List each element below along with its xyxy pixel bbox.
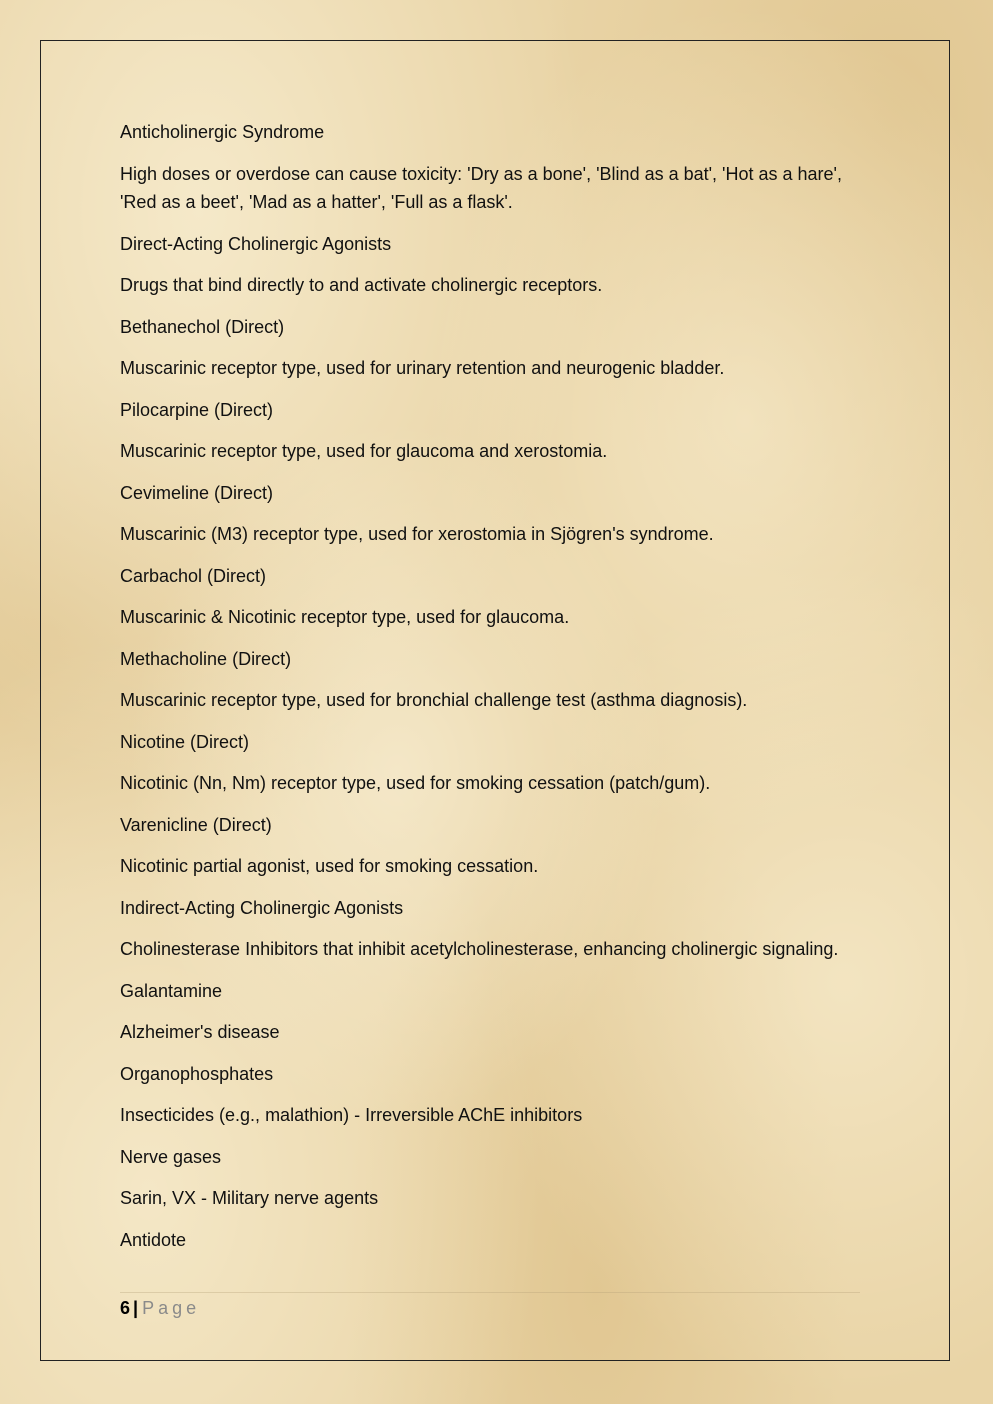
paragraph-cholinesterase-inhibitors: Cholinesterase Inhibitors that inhibit acetylcholinesterase, enhancing cholinergic signaling. (120, 939, 839, 959)
drug-galantamine-use: Alzheimer's disease (120, 1022, 280, 1042)
drug-pilocarpine: Pilocarpine (Direct) (120, 399, 274, 420)
heading-anticholinergic-syndrome: Anticholinergic Syndrome (120, 122, 325, 142)
drug-cevimeline-description: Muscarinic (M3) receptor type, used for xerostomia in Sjögren's syndrome. (120, 524, 714, 544)
drug-pilocarpine-description: Muscarinic receptor type, used for glaucoma and xerostomia. (120, 441, 608, 461)
drug-varenicline: Varenicline (Direct) (120, 814, 272, 835)
paragraph-toxicity-mnemonic: High doses or overdose can cause toxicity: 'Dry as a bone', 'Blind as a bat', 'Hot as a hare', 'Red as a beet', 'Mad as a hatter', 'Full as a flask'. (120, 163, 842, 212)
drug-galantamine: Galantamine (120, 980, 223, 1001)
page-separator: | (133, 1298, 139, 1318)
drug-varenicline-description: Nicotinic partial agonist, used for smoking cessation. (120, 856, 539, 876)
agent-nerve-gases: Nerve gases (120, 1146, 222, 1167)
agent-nerve-gases-description: Sarin, VX - Military nerve agents (120, 1188, 379, 1208)
paragraph-direct-acting-definition: Drugs that bind directly to and activate cholinergic receptors. (120, 275, 603, 295)
heading-indirect-acting-agonists: Indirect-Acting Cholinergic Agonists (120, 897, 404, 918)
drug-nicotine-description: Nicotinic (Nn, Nm) receptor type, used for smoking cessation (patch/gum). (120, 773, 711, 793)
drug-nicotine: Nicotine (Direct) (120, 731, 250, 752)
drug-carbachol: Carbachol (Direct) (120, 565, 267, 586)
drug-cevimeline: Cevimeline (Direct) (120, 482, 274, 503)
page-label: Page (142, 1298, 201, 1318)
agent-organophosphates: Organophosphates (120, 1063, 274, 1084)
agent-organophosphates-description: Insecticides (e.g., malathion) - Irreversible AChE inhibitors (120, 1105, 583, 1125)
drug-methacholine-description: Muscarinic receptor type, used for bronchial challenge test (asthma diagnosis). (120, 690, 748, 710)
drug-carbachol-description: Muscarinic & Nicotinic receptor type, used for glaucoma. (120, 607, 570, 627)
document-body (120, 118, 850, 1267)
heading-antidote: Antidote (120, 1229, 187, 1250)
drug-methacholine: Methacholine (Direct) (120, 648, 292, 669)
drug-bethanechol-description: Muscarinic receptor type, used for urinary retention and neurogenic bladder. (120, 358, 725, 378)
page-number: 6 (120, 1298, 131, 1318)
footer-divider (120, 1292, 860, 1293)
heading-direct-acting-agonists: Direct-Acting Cholinergic Agonists (120, 233, 392, 254)
drug-bethanechol: Bethanechol (Direct) (120, 316, 285, 337)
page-footer (120, 1296, 200, 1320)
